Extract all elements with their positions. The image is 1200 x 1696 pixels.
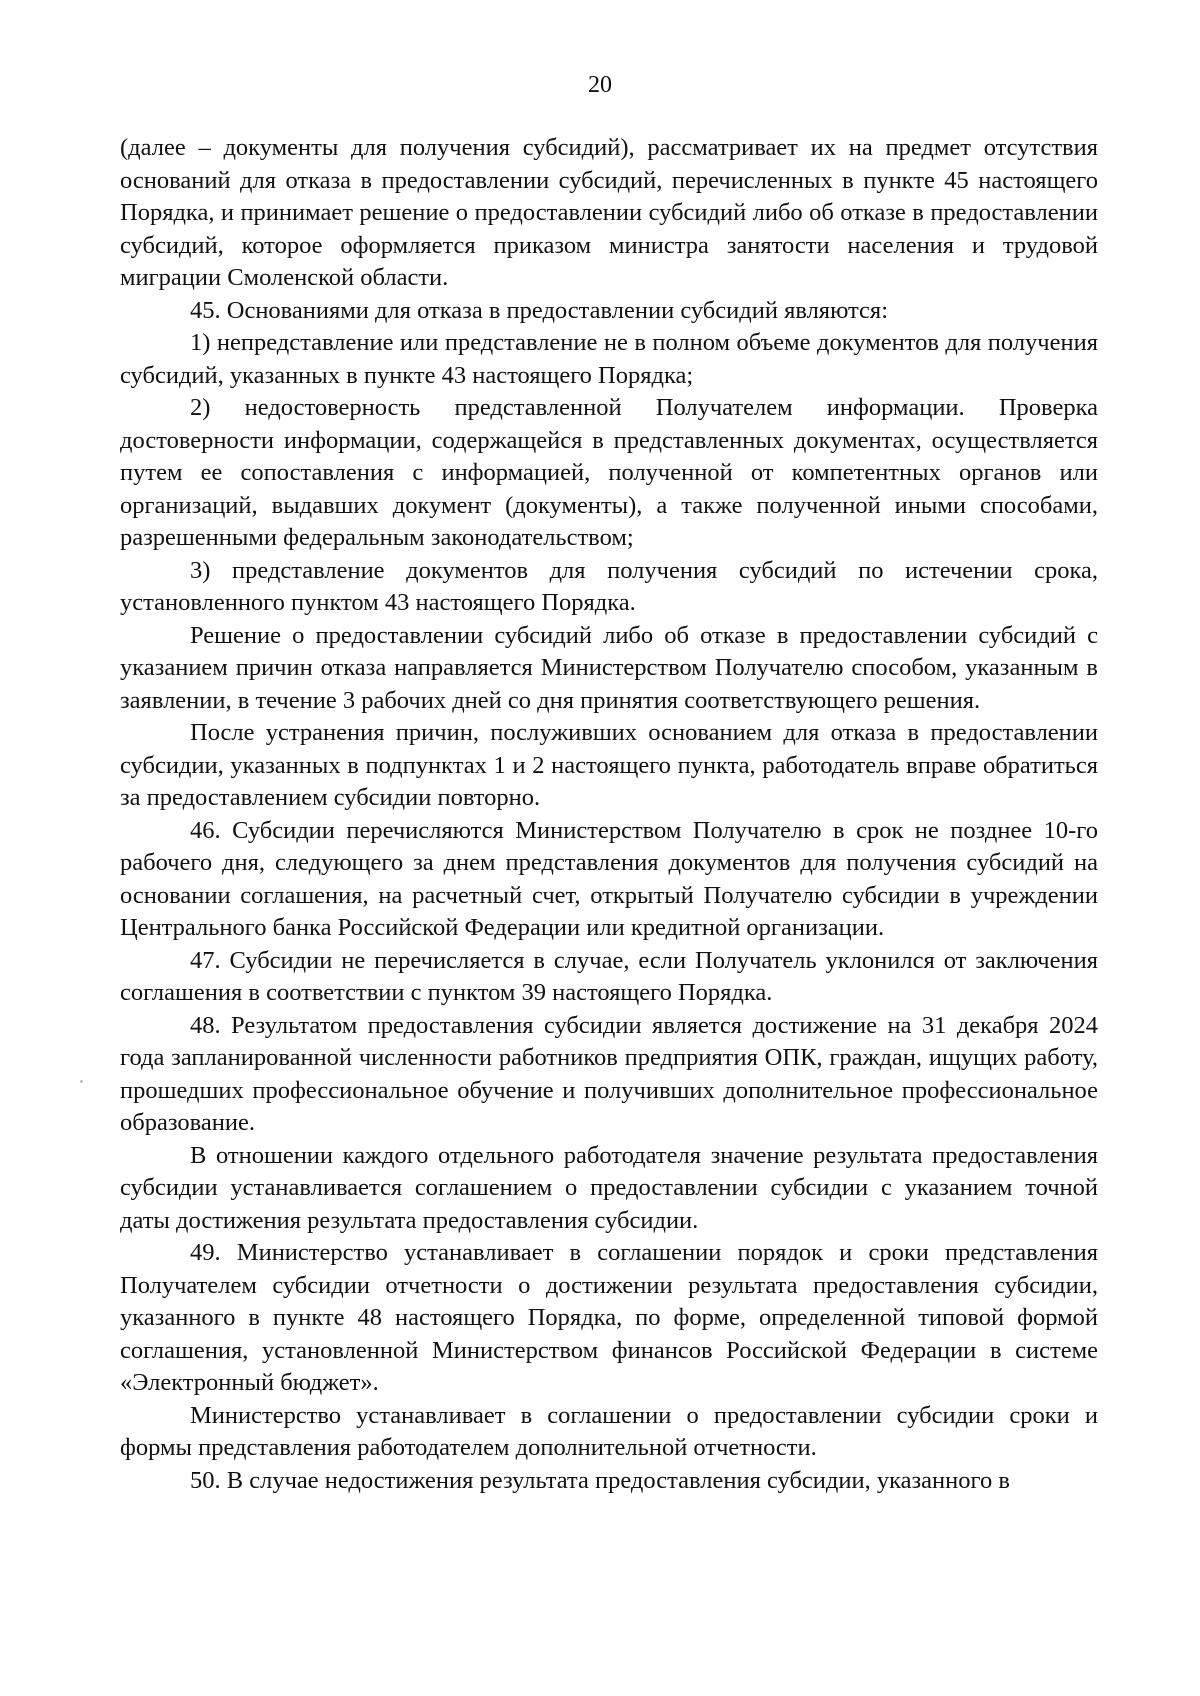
paragraph-continuation: (далее – документы для получения субсидий), рассматривает их на предмет отсутствия оснований для отказа в предоставлении субсидий, перечисленных в пункте 45 настоящего Порядка, и принимает решение о предоставлении субсидий либо об отказе в предоставлении субсидий, которое оформляется приказом министра занятости населения и трудовой миграции Смоленской области. <box>120 134 1098 291</box>
paragraph-clause-47: 47. Субсидии не перечисляется в случае, если Получатель уклонился от заключения соглашения в соответствии с пунктом 39 настоящего Порядка. <box>120 946 1098 1006</box>
paragraph-clause-45-item-1: 1) непредставление или представление не в полном объеме документов для получения субсидий, указанных в пункте 43 настоящего Порядка; <box>120 329 1098 389</box>
paragraph-clause-45-item-3: 3) представление документов для получения субсидий по истечении срока, установленного пунктом 43 настоящего Порядка. <box>120 556 1098 616</box>
paragraph-reapply: После устранения причин, послуживших основанием для отказа в предоставлении субсидии, указанных в подпунктах 1 и 2 настоящего пункта, работодатель вправе обратиться за предоставлением субсидии повторно. <box>120 719 1098 811</box>
paragraph-clause-45-item-2: 2) недостоверность представленной Получателем информации. Проверка достоверности информации, содержащейся в представленных документах, осуществляется путем ее сопоставления с информацией, полученной от компетентных органов или организаций, выдавших документ (документы), а также полученной иными способами, разрешенными федеральным законодательством; <box>120 394 1098 551</box>
paragraph-clause-45: 45. Основаниями для отказа в предоставлении субсидий являются: <box>190 296 889 324</box>
paragraph-clause-46: 46. Субсидии перечисляются Министерством Получателю в срок не позднее 10-го рабочего дня, следующего за днем представления документов для получения субсидий на основании соглашения, на расчетный счет, открытый Получателю субсидии в учреждении Центрального банка Российской Федерации или кредитной организации. <box>120 816 1098 941</box>
document-body <box>120 132 1098 1497</box>
scan-speck <box>80 1080 83 1083</box>
paragraph-clause-50: 50. В случае недостижения результата предоставления субсидии, указанного в <box>190 1466 1010 1494</box>
paragraph-additional-reporting: Министерство устанавливает в соглашении о предоставлении субсидии сроки и формы представления работодателем дополнительной отчетности. <box>120 1401 1098 1461</box>
page-number: 20 <box>588 72 612 98</box>
paragraph-decision: Решение о предоставлении субсидий либо об отказе в предоставлении субсидий с указанием причин отказа направляется Министерством Получателю способом, указанным в заявлении, в течение 3 рабочих дней со дня принятия соответствующего решения. <box>120 621 1098 714</box>
paragraph-clause-48: 48. Результатом предоставления субсидии является достижение на 31 декабря 2024 года запланированной численности работников предприятия ОПК, граждан, ищущих работу, прошедших профессиональное обучение и получивших дополнительное профессиональное образование. <box>120 1011 1098 1136</box>
paragraph-result-value: В отношении каждого отдельного работодателя значение результата предоставления субсидии устанавливается соглашением о предоставлении субсидии с указанием точной даты достижения результата предоставления субсидии. <box>120 1141 1098 1234</box>
paragraph-clause-49: 49. Министерство устанавливает в соглашении порядок и сроки представления Получателем субсидии отчетности о достижении результата предоставления субсидии, указанного в пункте 48 настоящего Порядка, по форме, определенной типовой формой соглашения, установленной Министерством финансов Российской Федерации в системе «Электронный бюджет». <box>120 1239 1098 1396</box>
